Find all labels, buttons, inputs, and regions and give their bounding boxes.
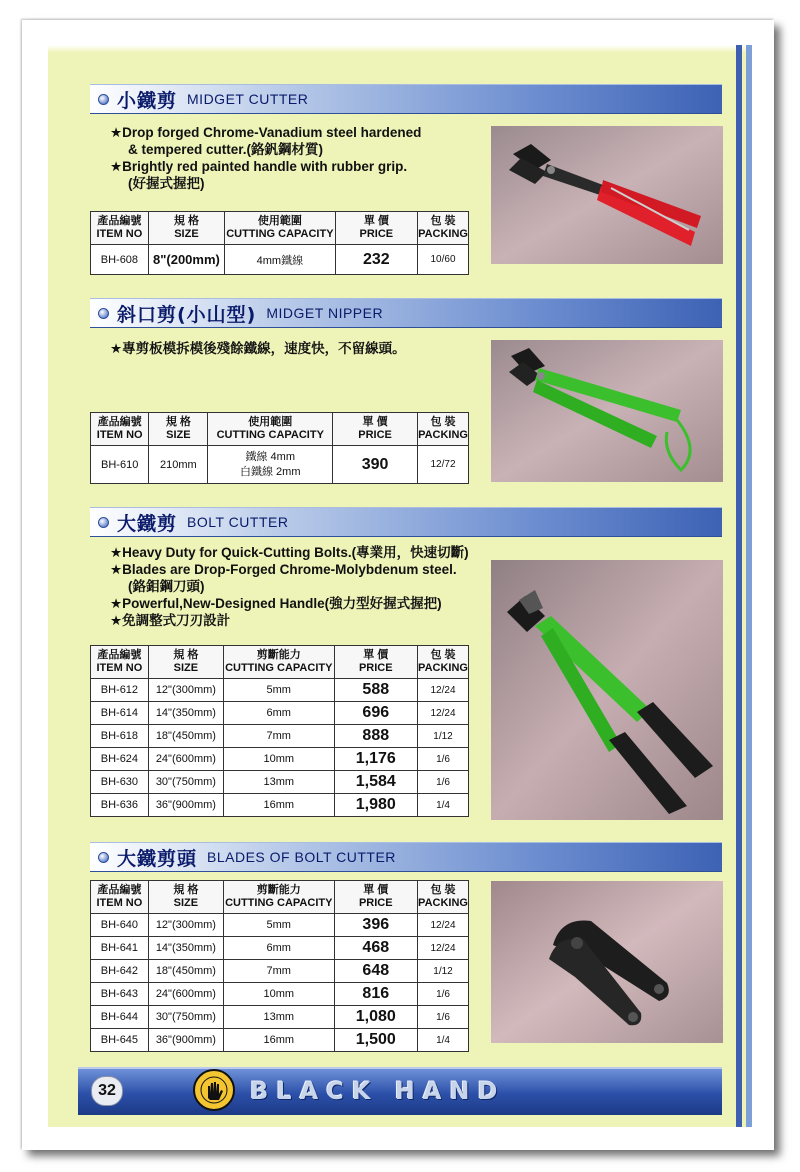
cell-item: BH-642 — [91, 960, 149, 983]
cell-price: 396 — [334, 914, 418, 937]
cell-price: 588 — [334, 679, 418, 702]
product-photo-bolt-cutter — [491, 560, 723, 820]
section-title-en: MIDGET CUTTER — [187, 91, 309, 107]
header-capacity: 使用範圍 CUTTING CAPACITY — [208, 413, 333, 446]
cell-price: 696 — [334, 702, 418, 725]
bullet-icon — [98, 852, 109, 863]
cell-item: BH-630 — [91, 771, 149, 794]
cell-packing: 1/4 — [418, 1029, 469, 1052]
header-price: 單 價 PRICE — [333, 413, 418, 446]
table-row — [91, 983, 469, 1006]
cell-size: 36"(900mm) — [148, 1029, 223, 1052]
cell-capacity: 7mm — [223, 725, 334, 748]
feature-line: & tempered cutter.(鉻釩鋼材質) — [128, 142, 324, 157]
section-title-zh: 斜口剪(小山型) — [117, 303, 257, 326]
cell-price: 1,584 — [334, 771, 418, 794]
cell-size: 30"(750mm) — [148, 771, 223, 794]
cell-price: 648 — [334, 960, 418, 983]
cell-item: BH-636 — [91, 794, 149, 817]
cell-size: 8"(200mm) — [148, 245, 224, 275]
section-title-en: MIDGET NIPPER — [266, 305, 384, 321]
cell-item: BH-618 — [91, 725, 149, 748]
feature-line: ★專剪板模拆模後殘餘鐵線，速度快，不留線頭。 — [110, 341, 406, 356]
section-title-zh: 大鐵剪頭 — [117, 847, 198, 870]
header-capacity: 使用範圍 CUTTING CAPACITY — [225, 212, 336, 245]
cell-capacity: 5mm — [223, 679, 334, 702]
cell-capacity: 6mm — [223, 937, 334, 960]
section-header-blades — [90, 842, 722, 872]
table-row — [91, 937, 469, 960]
table-header-row — [91, 646, 469, 679]
cell-price: 888 — [334, 725, 418, 748]
cell-capacity: 7mm — [223, 960, 334, 983]
cell-size: 12"(300mm) — [148, 914, 223, 937]
cell-item: BH-614 — [91, 702, 149, 725]
header-packing: 包 裝 PACKING — [418, 212, 469, 245]
cell-price: 1,080 — [334, 1006, 418, 1029]
cell-packing: 1/6 — [418, 771, 469, 794]
product-photo-midget-nipper — [491, 340, 723, 482]
section-title-en: BLADES OF BOLT CUTTER — [207, 849, 396, 865]
table-row — [91, 679, 469, 702]
table-row — [91, 1029, 469, 1052]
cell-capacity: 4mm鐵線 — [225, 245, 336, 275]
cell-size: 18"(450mm) — [148, 960, 223, 983]
spec-table — [90, 211, 469, 275]
cell-packing: 1/6 — [418, 983, 469, 1006]
cell-size: 14"(350mm) — [148, 702, 223, 725]
section-title-en: BOLT CUTTER — [187, 514, 289, 530]
header-price: 單 價 PRICE — [334, 646, 418, 679]
header-item: 產品編號 ITEM NO — [91, 212, 149, 245]
header-item: 產品編號 ITEM NO — [91, 413, 149, 446]
header-packing: 包 裝 PACKING — [418, 881, 469, 914]
cell-packing: 1/12 — [418, 960, 469, 983]
brand-name: BLACK HAND — [250, 1077, 506, 1105]
table-header-row — [91, 212, 469, 245]
bullet-icon — [98, 94, 109, 105]
cell-packing: 1/6 — [418, 1006, 469, 1029]
table-row — [91, 794, 469, 817]
header-size: 規 格 SIZE — [148, 646, 223, 679]
feature-list — [110, 340, 406, 357]
feature-line: ★Heavy Duty for Quick-Cutting Bolts.(專業用，快速切斷) — [110, 545, 469, 560]
section-header-midget-nipper — [90, 298, 722, 328]
header-capacity: 剪斷能力 CUTTING CAPACITY — [223, 881, 334, 914]
feature-line: ★Brightly red painted handle with rubber grip. — [110, 159, 408, 174]
section-header-midget-cutter — [90, 84, 722, 114]
cell-size: 18"(450mm) — [148, 725, 223, 748]
table-row — [91, 748, 469, 771]
feature-line: ★Blades are Drop-Forged Chrome-Molybdenum steel. — [110, 562, 457, 577]
cell-capacity: 鐵線 4mm 白鐵線 2mm — [208, 446, 333, 484]
product-photo-blades — [491, 881, 723, 1043]
bullet-icon — [98, 517, 109, 528]
decor-bar — [736, 45, 742, 1127]
cell-price: 390 — [333, 446, 418, 484]
header-price: 單 價 PRICE — [334, 881, 418, 914]
cell-size: 12"(300mm) — [148, 679, 223, 702]
header-item: 產品編號 ITEM NO — [91, 881, 149, 914]
cell-price: 1,176 — [334, 748, 418, 771]
cell-size: 14"(350mm) — [148, 937, 223, 960]
page-number: 32 — [91, 1076, 123, 1106]
cell-price: 1,500 — [334, 1029, 418, 1052]
section-title-zh: 大鐵剪 — [117, 512, 178, 535]
table-row — [91, 771, 469, 794]
black-hand-logo-icon — [192, 1068, 236, 1112]
cell-packing: 10/60 — [418, 245, 469, 275]
header-size: 規 格 SIZE — [149, 413, 208, 446]
cell-size: 24"(600mm) — [148, 748, 223, 771]
feature-line: ★免調整式刀刃設計 — [110, 613, 231, 628]
table-row — [91, 1006, 469, 1029]
product-photo-midget-cutter — [491, 126, 723, 264]
feature-line: (鉻鉬鋼刀頭) — [128, 579, 205, 594]
table-header-row — [91, 413, 469, 446]
cell-capacity: 13mm — [223, 1006, 334, 1029]
header-item: 產品編號 ITEM NO — [91, 646, 149, 679]
table-row — [91, 914, 469, 937]
cell-price: 232 — [335, 245, 417, 275]
cell-price: 468 — [334, 937, 418, 960]
cell-packing: 12/24 — [418, 937, 469, 960]
cell-capacity: 5mm — [223, 914, 334, 937]
table-row — [91, 725, 469, 748]
section-header-bolt-cutter — [90, 507, 722, 537]
cell-packing: 1/12 — [418, 725, 469, 748]
table-row — [91, 245, 469, 275]
cell-item: BH-641 — [91, 937, 149, 960]
cell-item: BH-608 — [91, 245, 149, 275]
cell-item: BH-640 — [91, 914, 149, 937]
header-size: 規 格 SIZE — [148, 212, 224, 245]
cell-size: 210mm — [149, 446, 208, 484]
header-price: 單 價 PRICE — [335, 212, 417, 245]
cell-capacity: 16mm — [223, 1029, 334, 1052]
table-header-row — [91, 881, 469, 914]
spec-table — [90, 645, 469, 817]
cell-capacity: 13mm — [223, 771, 334, 794]
cell-item: BH-610 — [91, 446, 149, 484]
feature-list — [110, 544, 469, 629]
cell-size: 36"(900mm) — [148, 794, 223, 817]
cell-packing: 12/24 — [418, 702, 469, 725]
cell-packing: 1/6 — [418, 748, 469, 771]
feature-line: ★Drop forged Chrome-Vanadium steel hardened — [110, 125, 422, 140]
cell-item: BH-612 — [91, 679, 149, 702]
decor-bar — [746, 45, 752, 1127]
cell-capacity: 6mm — [223, 702, 334, 725]
cell-item: BH-645 — [91, 1029, 149, 1052]
feature-line: (好握式握把) — [128, 176, 205, 191]
table-row — [91, 960, 469, 983]
cell-size: 24"(600mm) — [148, 983, 223, 1006]
cell-packing: 12/24 — [418, 914, 469, 937]
section-title-zh: 小鐵剪 — [117, 89, 178, 112]
cell-capacity: 10mm — [223, 983, 334, 1006]
header-capacity: 剪斷能力 CUTTING CAPACITY — [223, 646, 334, 679]
cell-item: BH-624 — [91, 748, 149, 771]
cell-price: 816 — [334, 983, 418, 1006]
cell-capacity: 10mm — [223, 748, 334, 771]
cell-packing: 12/72 — [418, 446, 469, 484]
spec-table — [90, 880, 469, 1052]
feature-line: ★Powerful,New-Designed Handle(強力型好握式握把) — [110, 596, 442, 611]
cell-price: 1,980 — [334, 794, 418, 817]
cell-packing: 12/24 — [418, 679, 469, 702]
header-size: 規 格 SIZE — [148, 881, 223, 914]
cell-item: BH-643 — [91, 983, 149, 1006]
spec-table — [90, 412, 469, 484]
cell-size: 30"(750mm) — [148, 1006, 223, 1029]
header-packing: 包 裝 PACKING — [418, 646, 469, 679]
bullet-icon — [98, 308, 109, 319]
cell-capacity: 16mm — [223, 794, 334, 817]
table-row — [91, 702, 469, 725]
header-packing: 包 裝 PACKING — [418, 413, 469, 446]
feature-list — [110, 124, 421, 192]
table-row — [91, 446, 469, 484]
cell-item: BH-644 — [91, 1006, 149, 1029]
cell-packing: 1/4 — [418, 794, 469, 817]
